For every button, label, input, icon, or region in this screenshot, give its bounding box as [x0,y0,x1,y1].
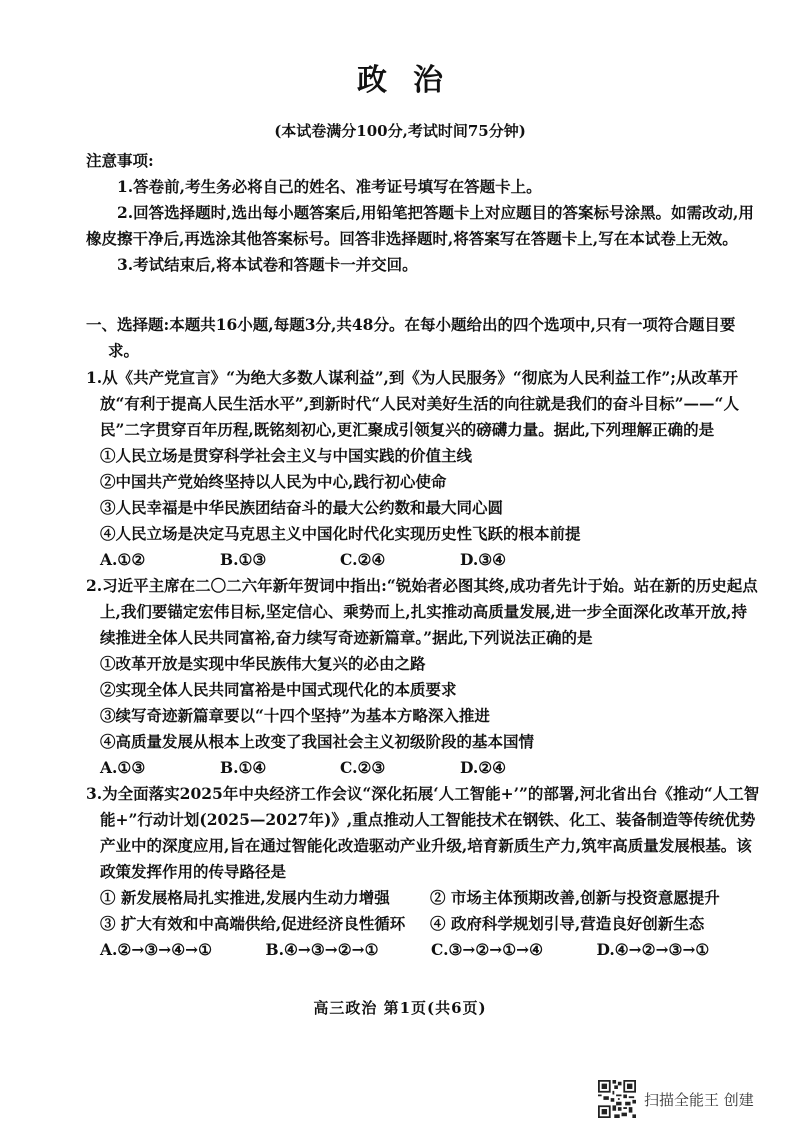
scanner-watermark [598,1080,754,1118]
question-option: ④高质量发展从根本上改变了我国社会主义初级阶段的基本国情 [100,732,535,751]
question-option: ①人民立场是贯穿科学社会主义与中国实践的价值主线 [100,446,473,465]
answer-choices [86,547,762,573]
answer-choice-c: C.③→②→①→④ [431,940,544,959]
exam-info: (本试卷满分100分,考试时间75分钟) [274,122,526,140]
answer-choice-a: A.①③ [100,758,146,777]
question-option: ②实现全体人民共同富裕是中国式现代化的本质要求 [100,680,457,699]
watermark-text: 扫描全能王 创建 [644,1090,754,1109]
answer-choice-a: A.①② [100,550,146,569]
question-option: ④人民立场是决定马克思主义中国化时代化实现历史性飞跃的根本前提 [100,524,581,543]
page-footer: 高三政治 第1页(共6页) [313,999,487,1017]
answer-choices [86,937,762,963]
question-stem: 2.习近平主席在二〇二六年新年贺词中指出:“锐始者必图其终,成功者先计于始。站在新的历史起点上,我们要锚定宏伟目标,坚定信心、乘势而上,扎实推动高质量发展,进一步全面深化改革开放,持续推进全体人民共同富裕,奋力续写奇迹新篇章。”据此,下列说法正确的是 [86,576,758,647]
answer-choice-c: C.②④ [340,550,386,569]
answer-choice-d: D.④→②→③→① [596,940,710,959]
notice-section [86,148,762,278]
question-stem: 3.为全面落实2025年中央经济工作会议“深化拓展‘人工智能+’”的部署,河北省出台《推动“人工智能+”行动计划(2025—2027年)》,重点推动人工智能技术在钢铁、化工、装备制造等传统优势产业中的深度应用,旨在通过智能化改造驱动产业升级,培育新质生产力,筑牢高质量发展根基。该政策发挥作用的传导路径是 [86,784,760,881]
qr-code-icon [598,1080,636,1118]
question-option: ① 新发展格局扎实推进,发展内生动力增强 [100,888,390,907]
answer-choice-b: B.①③ [220,550,267,569]
question-option: ④ 政府科学规划引导,营造良好创新生态 [430,914,705,933]
question-option: ②中国共产党始终坚持以人民为中心,践行初心使命 [100,472,447,491]
answer-choices [86,755,762,781]
answer-choice-d: D.③④ [460,550,507,569]
page-title: 政治 [357,63,469,98]
question-3 [86,781,762,963]
answer-choice-a: A.②→③→④→① [100,940,212,959]
section-heading: 一、选择题:本题共16小题,每题3分,共48分。在每小题给出的四个选项中,只有一项符合题目要求。 [86,315,736,360]
question-option: ② 市场主体预期改善,创新与投资意愿提升 [430,888,720,907]
question-stem: 1.从《共产党宣言》“为绝大多数人谋利益”,到《为人民服务》“彻底为人民利益工作”;从改革开放“有利于提高人民生活水平”,到新时代“人民对美好生活的向往就是我们的奋斗目标”——“人民”二字贯穿百年历程,既铭刻初心,更汇聚成引领复兴的磅礴力量。据此,下列理解正确的是 [86,368,739,439]
question-option: ③人民幸福是中华民族团结奋斗的最大公约数和最大同心圆 [100,498,504,517]
question-1 [86,365,762,573]
answer-choice-b: B.①④ [220,758,267,777]
notice-item: 2.回答选择题时,选出每小题答案后,用铅笔把答题卡上对应题目的答案标号涂黑。如需改动,用橡皮擦干净后,再选涂其他答案标号。回答非选择题时,将答案写在答题卡上,写在本试卷上无效。 [86,203,754,248]
choice-section [86,312,762,963]
answer-choice-b: B.④→③→②→① [265,940,379,959]
notice-heading: 注意事项: [86,151,154,170]
question-option: ①改革开放是实现中华民族伟大复兴的必由之路 [100,654,426,673]
option-grid [86,885,762,937]
question-2 [86,573,762,781]
notice-item: 1.答卷前,考生务必将自己的姓名、准考证号填写在答题卡上。 [117,177,542,196]
answer-choice-c: C.②③ [340,758,386,777]
question-option: ③续写奇迹新篇章要以“十四个坚持”为基本方略深入推进 [100,706,490,725]
question-option: ③ 扩大有效和中高端供给,促进经济良性循环 [100,914,406,933]
answer-choice-d: D.②④ [460,758,507,777]
notice-item: 3.考试结束后,将本试卷和答题卡一并交回。 [117,255,418,274]
